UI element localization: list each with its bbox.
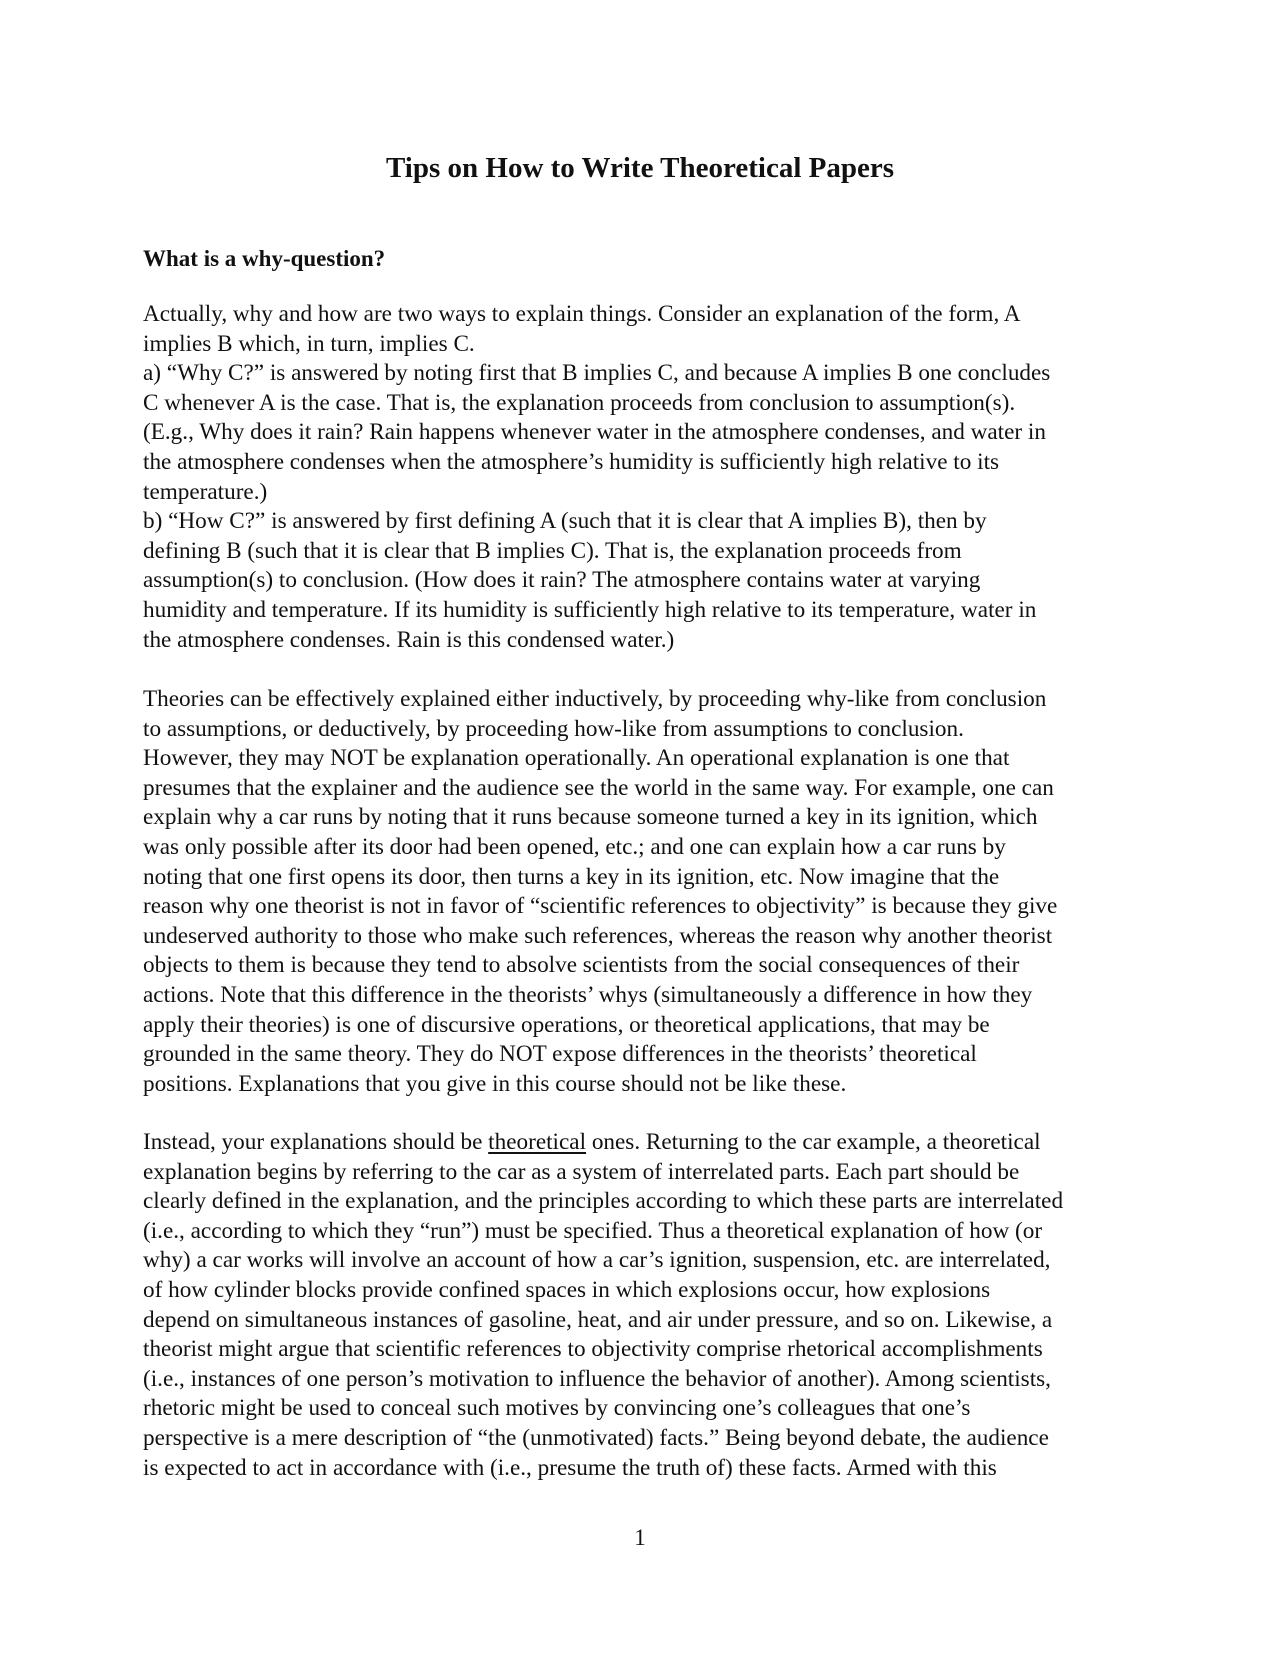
text-line: presumes that the explainer and the audience see the world in the same way. For example, one can <box>143 774 1054 801</box>
text-line: explain why a car runs by noting that it runs because someone turned a key in its ignition, which <box>143 804 1038 831</box>
text-line: was only possible after its door had been opened, etc.; and one can explain how a car runs by <box>143 833 1006 860</box>
text-line: rhetoric might be used to conceal such motives by convincing one’s colleagues that one’s <box>143 1395 971 1422</box>
text-line: (i.e., instances of one person’s motivation to influence the behavior of another). Among scientists, <box>143 1365 1051 1392</box>
text-line: noting that one first opens its door, then turns a key in its ignition, etc. Now imagine that the <box>143 863 1000 890</box>
text-line: of how cylinder blocks provide confined spaces in which explosions occur, how explosions <box>143 1276 991 1303</box>
section-heading: What is a why-question? <box>143 246 386 271</box>
paragraph-3 <box>143 1128 1143 1483</box>
text-line: a) “Why C?” is answered by noting first that B implies C, and because A implies B one concludes <box>143 360 1051 387</box>
text-line: theorist might argue that scientific references to objectivity comprise rhetorical accomplishments <box>143 1336 1043 1363</box>
text-line: objects to them is because they tend to absolve scientists from the social consequences of their <box>143 952 1020 979</box>
text-line: to assumptions, or deductively, by proceeding how-like from assumptions to conclusion. <box>143 715 964 742</box>
underlined-term: theoretical <box>488 1129 587 1155</box>
text-line: implies B which, in turn, implies C. <box>143 330 475 357</box>
text-line: undeserved authority to those who make such references, whereas the reason why another theorist <box>143 922 1053 949</box>
text-line: Theories can be effectively explained either inductively, by proceeding why-like from conclusion <box>143 686 1047 712</box>
text-line: positions. Explanations that you give in this course should not be like these. <box>143 1070 847 1097</box>
text-line: depend on simultaneous instances of gasoline, heat, and air under pressure, and so on. Likewise, a <box>143 1306 1053 1333</box>
text-line: the atmosphere condenses when the atmosphere’s humidity is sufficiently high relative to its <box>143 448 1000 475</box>
text-line <box>143 1128 1143 1158</box>
text-line: (i.e., according to which they “run”) must be specified. Thus a theoretical explanation of how (or <box>143 1217 1043 1244</box>
paragraph-2 <box>143 685 1143 1099</box>
page-number: 1 <box>634 1525 646 1550</box>
text-line: is expected to act in accordance with (i.e., presume the truth of) these facts. Armed with this <box>143 1454 997 1481</box>
text-run: ones. Returning to the car example, a theoretical <box>586 1129 1041 1155</box>
text-line: C whenever A is the case. That is, the explanation proceeds from conclusion to assumption(s). <box>143 389 1016 416</box>
text-line: (E.g., Why does it rain? Rain happens whenever water in the atmosphere condenses, and water in <box>143 419 1046 446</box>
text-line: grounded in the same theory. They do NOT expose differences in the theorists’ theoretical <box>143 1041 977 1068</box>
text-line: apply their theories) is one of discursive operations, or theoretical applications, that may be <box>143 1011 990 1038</box>
text-line: b) “How C?” is answered by first defining A (such that it is clear that A implies B), then by <box>143 508 987 535</box>
text-line: However, they may NOT be explanation operationally. An operational explanation is one that <box>143 745 1010 772</box>
text-line: perspective is a mere description of “the (unmotivated) facts.” Being beyond debate, the audience <box>143 1424 1049 1451</box>
text-line: humidity and temperature. If its humidity is sufficiently high relative to its temperature, water in <box>143 596 1037 623</box>
text-line: reason why one theorist is not in favor of “scientific references to objectivity” is because they give <box>143 893 1058 920</box>
text-run: Instead, your explanations should be <box>143 1129 489 1155</box>
text-line: temperature.) <box>143 478 268 505</box>
text-line: why) a car works will involve an account of how a car’s ignition, suspension, etc. are interrelated, <box>143 1247 1051 1274</box>
text-line: Actually, why and how are two ways to explain things. Consider an explanation of the form, A <box>143 301 1021 327</box>
text-line: explanation begins by referring to the car as a system of interrelated parts. Each part should be <box>143 1158 1020 1185</box>
document-title: Tips on How to Write Theoretical Papers <box>385 152 895 184</box>
text-line: the atmosphere condenses. Rain is this condensed water.) <box>143 626 675 653</box>
text-line: defining B (such that it is clear that B implies C). That is, the explanation proceeds from <box>143 537 962 564</box>
text-line: assumption(s) to conclusion. (How does it rain? The atmosphere contains water at varying <box>143 567 981 594</box>
text-line: actions. Note that this difference in the theorists’ whys (simultaneously a difference in how they <box>143 981 1033 1008</box>
paragraph-1 <box>143 300 1143 655</box>
text-line: clearly defined in the explanation, and the principles according to which these parts are interrelated <box>143 1188 1064 1215</box>
